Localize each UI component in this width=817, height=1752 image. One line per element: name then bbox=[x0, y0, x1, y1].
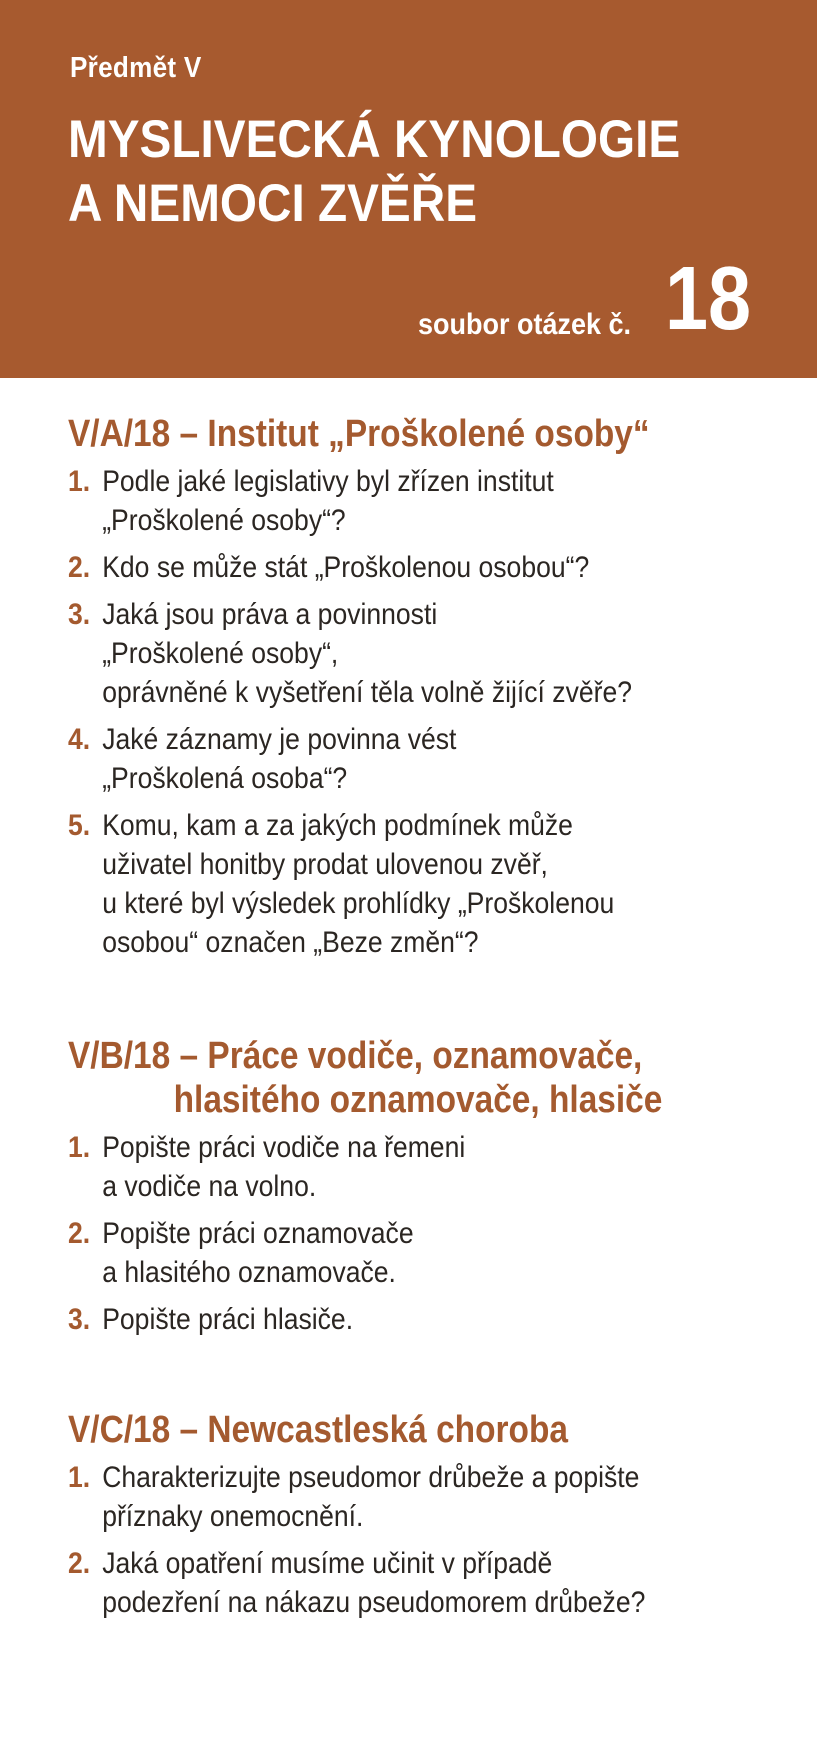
question-number: 2. bbox=[68, 551, 91, 584]
question-list bbox=[68, 462, 808, 962]
section-a bbox=[68, 412, 808, 970]
section-title-line-2: hlasitého oznamovače, hlasiče bbox=[173, 1079, 663, 1121]
question-set-label: soubor otázek č. bbox=[418, 308, 632, 341]
question-item bbox=[68, 1300, 817, 1339]
question-text: Podle jaké legislativy byl zřízen institut „Proškolené osoby“? bbox=[102, 465, 554, 537]
question-item bbox=[68, 1458, 817, 1536]
title-line-2: A NEMOCI ZVĚŘE bbox=[68, 174, 478, 233]
section-title-line-1: V/B/18 – Práce vodiče, oznamovače, bbox=[68, 1035, 643, 1077]
question-number: 1. bbox=[68, 1131, 91, 1164]
question-number: 1. bbox=[68, 1461, 91, 1494]
question-set-number: 18 bbox=[665, 249, 752, 349]
question-item bbox=[68, 595, 817, 712]
question-number: 2. bbox=[68, 1547, 91, 1580]
question-text: Jaká jsou práva a povinnosti „Proškolené osoby“, oprávněné k vyšetření těla volně žijící zvěře? bbox=[102, 598, 633, 709]
question-item bbox=[68, 806, 817, 962]
question-text: Popište práci oznamovače a hlasitého oznamovače. bbox=[102, 1217, 414, 1289]
question-item bbox=[68, 548, 817, 587]
section-title: V/C/18 – Newcastleská choroba bbox=[68, 1409, 568, 1451]
question-number: 5. bbox=[68, 809, 91, 842]
question-item bbox=[68, 1214, 817, 1292]
section-c bbox=[68, 1408, 808, 1630]
header-banner bbox=[0, 0, 817, 378]
question-text: Popište práci vodiče na řemeni a vodiče na volno. bbox=[102, 1131, 466, 1203]
question-text: Charakterizujte pseudomor drůbeže a popište příznaky onemocnění. bbox=[102, 1461, 640, 1533]
question-text: Jaká opatření musíme učinit v případě podezření na nákazu pseudomorem drůbeže? bbox=[102, 1547, 646, 1619]
section-b bbox=[68, 1034, 808, 1347]
question-number: 2. bbox=[68, 1217, 91, 1250]
question-item bbox=[68, 462, 817, 540]
question-text: Popište práci hlasiče. bbox=[102, 1303, 354, 1336]
question-number: 1. bbox=[68, 465, 91, 498]
question-text: Jaké záznamy je povinna vést „Proškolená osoba“? bbox=[102, 723, 457, 795]
question-item bbox=[68, 1128, 817, 1206]
question-list bbox=[68, 1458, 808, 1622]
title-line-1: MYSLIVECKÁ KYNOLOGIE bbox=[68, 110, 681, 169]
question-item bbox=[68, 1544, 817, 1622]
question-text: Kdo se může stát „Proškolenou osobou“? bbox=[102, 551, 590, 584]
question-text: Komu, kam a za jakých podmínek může uživatel honitby prodat ulovenou zvěř, u které byl výsledek prohlídky „Proškolenou osobou“ označen „Beze změn“? bbox=[102, 809, 615, 959]
section-title bbox=[68, 1034, 719, 1122]
question-item bbox=[68, 720, 817, 798]
section-title: V/A/18 – Institut „Proškolené osoby“ bbox=[68, 413, 650, 455]
question-list bbox=[68, 1128, 808, 1339]
page-title bbox=[68, 108, 680, 236]
question-number: 3. bbox=[68, 1303, 91, 1336]
subject-label: Předmět V bbox=[70, 52, 202, 84]
question-number: 4. bbox=[68, 723, 91, 756]
question-number: 3. bbox=[68, 598, 91, 631]
